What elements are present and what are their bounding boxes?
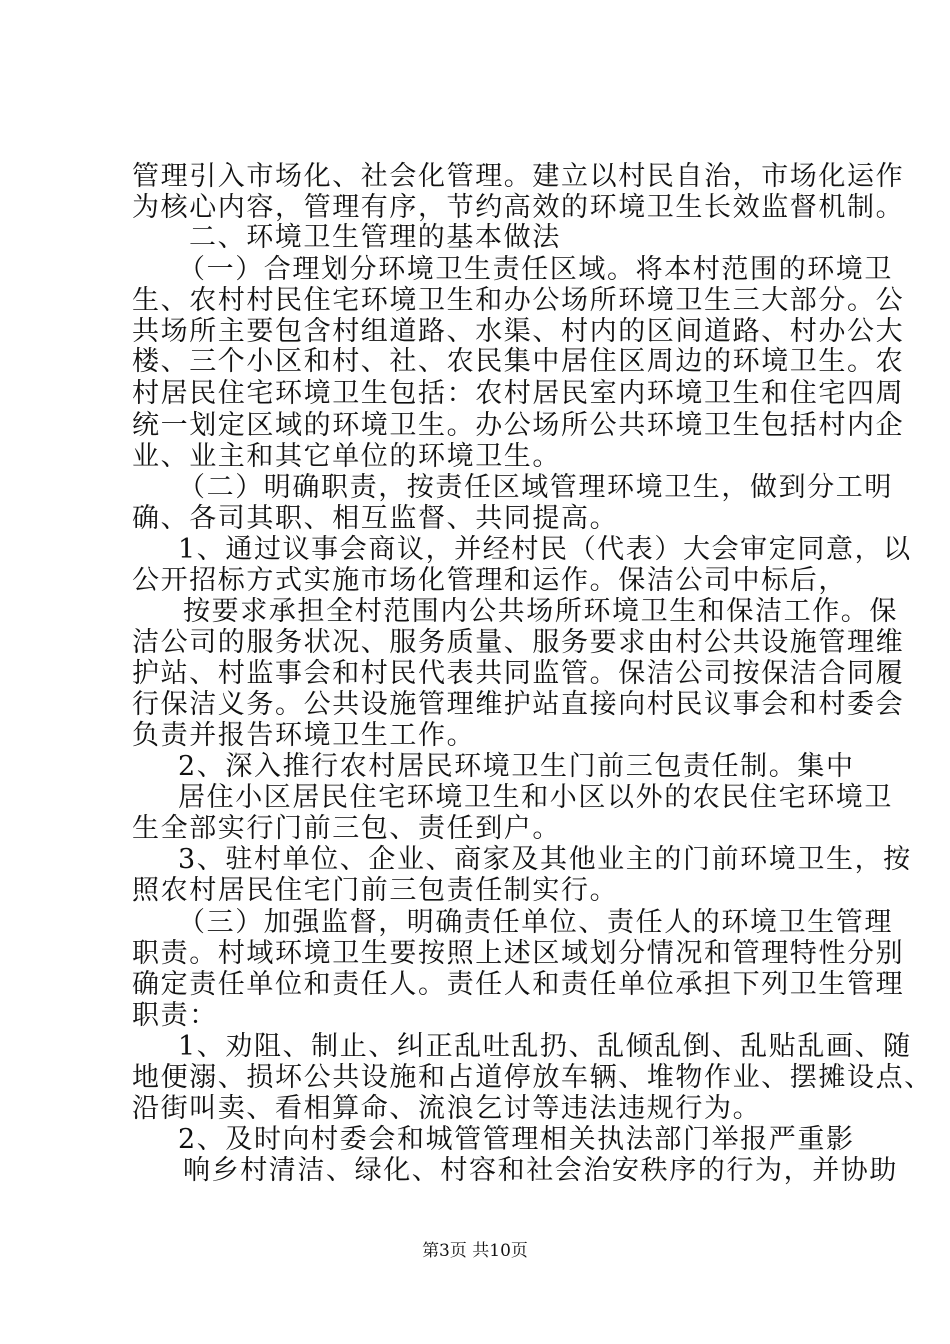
text-line: 楼、三个小区和村、社、农民集中居住区周边的环境卫生。农 <box>132 346 905 377</box>
text-line: 业、业主和其它单位的环境卫生。 <box>132 441 561 472</box>
text-line: 地便溺、损坏公共设施和占道停放车辆、堆物作业、摆摊设点、 <box>132 1062 933 1093</box>
text-line: 村居民住宅环境卫生包括：农村居民室内环境卫生和住宅四周 <box>132 378 905 409</box>
text-line: 按要求承担全村范围内公共场所环境卫生和保洁工作。保 <box>183 596 898 627</box>
text-line: 响乡村清洁、绿化、村容和社会治安秩序的行为，并协助 <box>183 1155 898 1186</box>
page-number-footer: 第3页 共10页 <box>422 1241 528 1261</box>
text-line: 居住小区居民住宅环境卫生和小区以外的农民住宅环境卫 <box>178 782 893 813</box>
numbered-item: 2、深入推行农村居民环境卫生门前三包责任制。集中 <box>178 751 855 782</box>
text-line: 确定责任单位和责任人。责任人和责任单位承担下列卫生管理 <box>132 969 905 1000</box>
numbered-item: 3、驻村单位、企业、商家及其他业主的门前环境卫生，按 <box>178 844 912 875</box>
text-line: 生、农村村民住宅环境卫生和办公场所环境卫生三大部分。公 <box>132 285 905 316</box>
text-line: 职责： <box>132 1000 218 1031</box>
text-line: 照农村居民住宅门前三包责任制实行。 <box>132 875 619 906</box>
text-line: 沿街叫卖、看相算命、流浪乞讨等违法违规行为。 <box>132 1093 762 1124</box>
text-line: 确、各司其职、相互监督、共同提高。 <box>132 503 619 534</box>
text-line: 共场所主要包含村组道路、水渠、村内的区间道路、村办公大 <box>132 316 905 347</box>
text-line: 行保洁义务。公共设施管理维护站直接向村民议事会和村委会 <box>132 689 905 720</box>
text-line: 护站、村监事会和村民代表共同监管。保洁公司按保洁合同履 <box>132 658 905 689</box>
text-line: 管理引入市场化、社会化管理。建立以村民自治，市场化运作 <box>132 161 905 192</box>
subsection-heading: （三）加强监督，明确责任单位、责任人的环境卫生管理 <box>178 907 893 938</box>
text-line: 公开招标方式实施市场化管理和运作。保洁公司中标后， <box>132 565 847 596</box>
text-line: 生全部实行门前三包、责任到户。 <box>132 813 561 844</box>
numbered-item: 2、及时向村委会和城管管理相关执法部门举报严重影 <box>178 1124 855 1155</box>
numbered-item: 1、劝阻、制止、纠正乱吐乱扔、乱倾乱倒、乱贴乱画、随 <box>178 1031 912 1062</box>
subsection-heading: （二）明确职责，按责任区域管理环境卫生，做到分工明 <box>178 472 893 503</box>
text-line: 为核心内容，管理有序，节约高效的环境卫生长效监督机制。 <box>132 192 905 223</box>
text-line: 负责并报告环境卫生工作。 <box>132 720 476 751</box>
numbered-item: 1、通过议事会商议，并经村民（代表）大会审定同意，以 <box>178 534 912 565</box>
subsection-heading: （一）合理划分环境卫生责任区域。将本村范围的环境卫 <box>178 254 893 285</box>
text-line: 职责。村域环境卫生要按照上述区域划分情况和管理特性分别 <box>132 938 905 969</box>
text-line: 洁公司的服务状况、服务质量、服务要求由村公共设施管理维 <box>132 627 905 658</box>
text-line: 统一划定区域的环境卫生。办公场所公共环境卫生包括村内企 <box>132 410 905 441</box>
section-heading: 二、环境卫生管理的基本做法 <box>189 222 561 253</box>
